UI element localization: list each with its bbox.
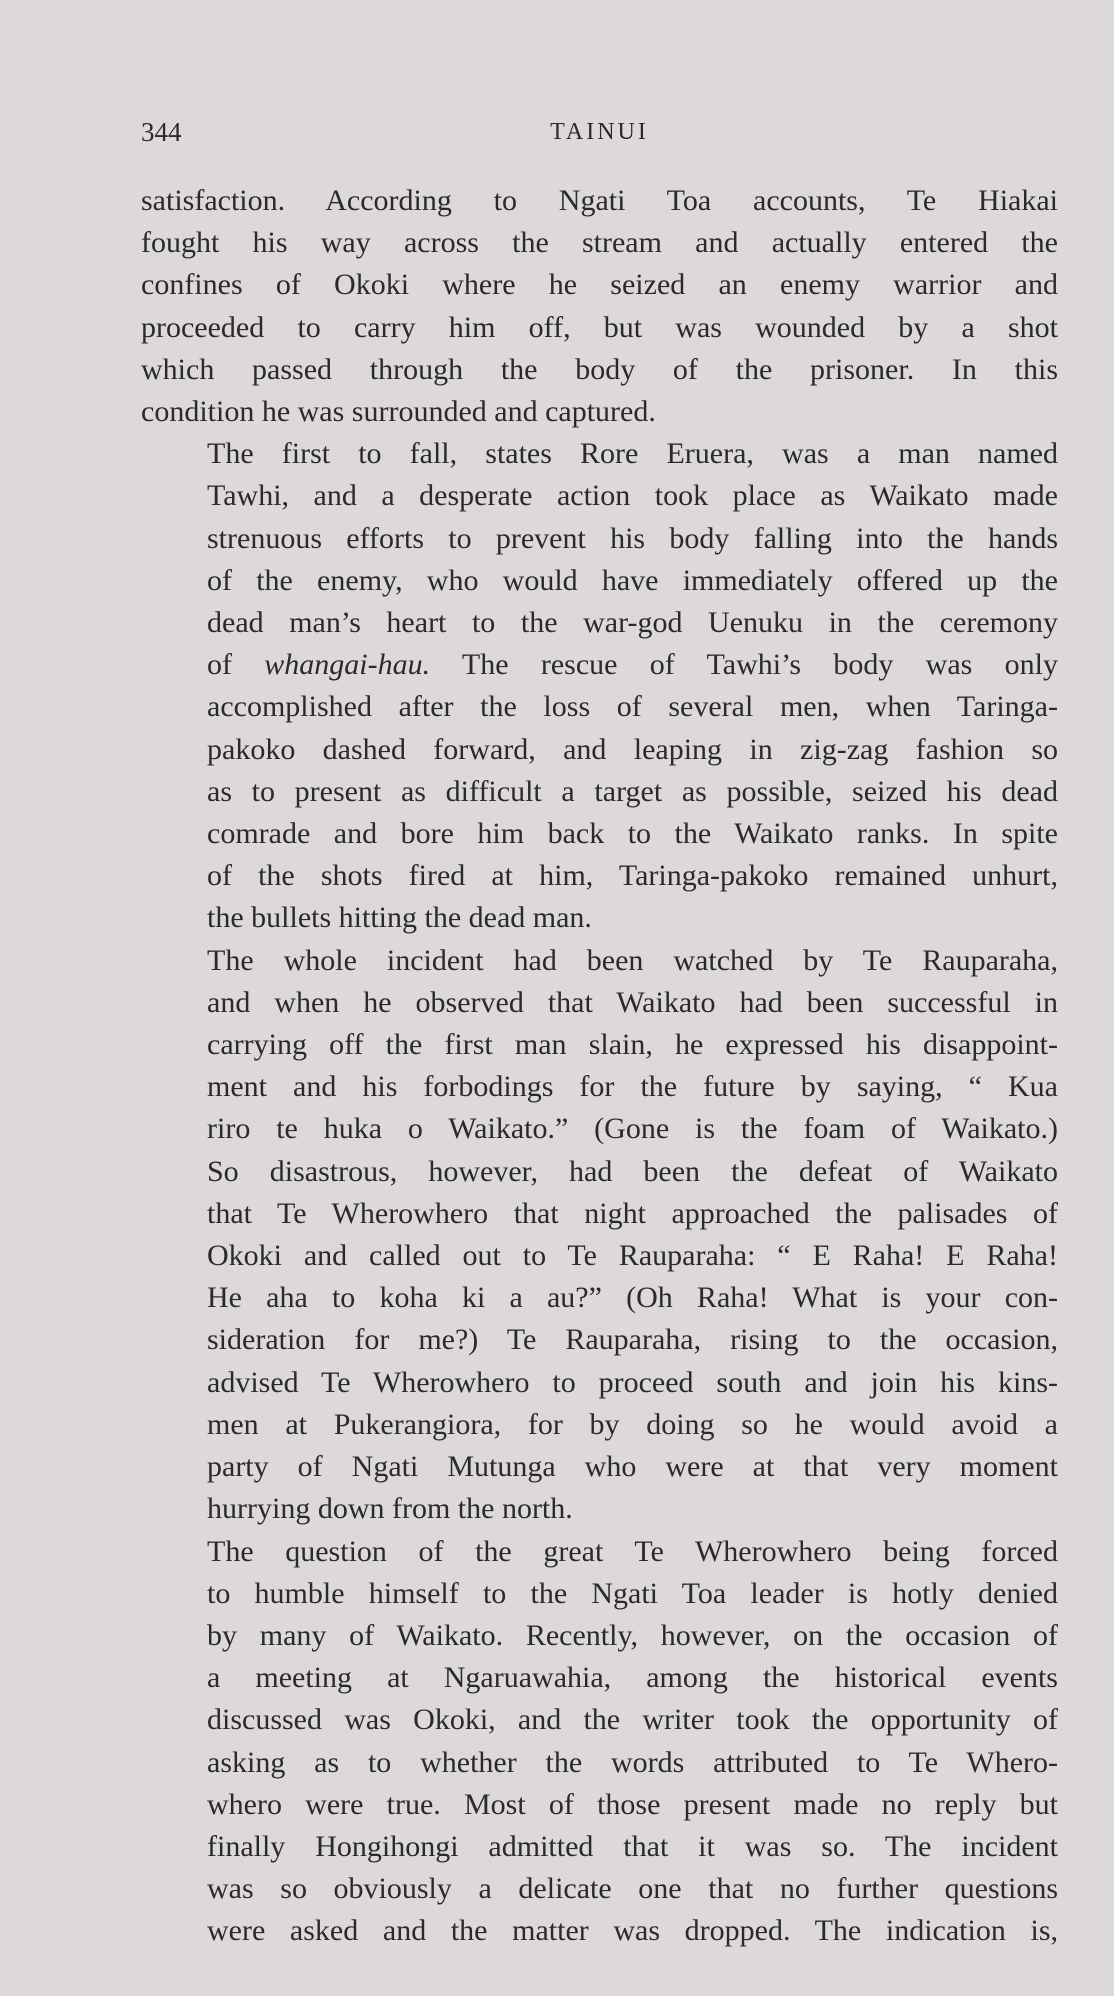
text-line: party of Ngati Mutunga who were at that very moment bbox=[207, 1450, 1058, 1484]
text-line: was so obviously a delicate one that no further questions bbox=[207, 1872, 1058, 1906]
text-line: discussed was Okoki, and the writer took the opportunity of bbox=[207, 1703, 1058, 1737]
text-line: pakoko dashed forward, and leaping in zig-zag fashion so bbox=[207, 732, 1058, 766]
text-line: comrade and bore him back to the Waikato ranks. In spite bbox=[207, 817, 1058, 851]
text-line: confines of Okoki where he seized an enemy warrior and bbox=[141, 268, 1058, 302]
text-line: strenuous efforts to prevent his body falling into the hands bbox=[207, 521, 1058, 555]
running-head bbox=[141, 117, 1058, 153]
text-line: men at Pukerangiora, for by doing so he would avoid a bbox=[207, 1407, 1058, 1441]
text-line: which passed through the body of the prisoner. In this bbox=[141, 352, 1058, 386]
page-number: 344 bbox=[141, 117, 182, 147]
text-line: that Te Wherowhero that night approached the palisades of bbox=[207, 1196, 1058, 1230]
text-line: asking as to whether the words attributed to Te Whero- bbox=[207, 1745, 1058, 1779]
text-line: advised Te Wherowhero to proceed south and join his kins- bbox=[207, 1365, 1058, 1399]
text-line: hurrying down from the north. bbox=[207, 1492, 573, 1526]
text-line: dead man’s heart to the war-god Uenuku in the ceremony bbox=[207, 606, 1058, 640]
text-line: of the enemy, who would have immediately offered up the bbox=[207, 563, 1058, 597]
text-line: the bullets hitting the dead man. bbox=[207, 901, 592, 935]
text-line: were asked and the matter was dropped. The indication is, bbox=[207, 1914, 1058, 1948]
body-text bbox=[141, 180, 1058, 1953]
text-line: by many of Waikato. Recently, however, on the occasion of bbox=[207, 1618, 1058, 1652]
text-line: and when he observed that Waikato had been successful in bbox=[207, 985, 1058, 1019]
text-line: carrying off the first man slain, he expressed his disappoint- bbox=[207, 1028, 1058, 1062]
text-line: accomplished after the loss of several men, when Taringa- bbox=[207, 690, 1058, 724]
paragraph bbox=[141, 433, 1058, 939]
text-line: finally Hongihongi admitted that it was so. The incident bbox=[207, 1829, 1058, 1863]
text-line: Okoki and called out to Te Rauparaha: “ E Raha! E Raha! bbox=[207, 1239, 1058, 1273]
paragraph bbox=[141, 180, 1058, 433]
text-line: So disastrous, however, had been the defeat of Waikato bbox=[207, 1154, 1058, 1188]
paragraph bbox=[141, 1531, 1058, 1953]
paragraph bbox=[141, 940, 1058, 1531]
text-line: He aha to koha ki a au?” (Oh Raha! What is your con- bbox=[207, 1281, 1058, 1315]
text-line: satisfaction. According to Ngati Toa accounts, Te Hiakai bbox=[141, 184, 1058, 217]
text-line: fought his way across the stream and actually entered the bbox=[141, 226, 1058, 260]
text-line: Tawhi, and a desperate action took place as Waikato made bbox=[207, 479, 1058, 513]
text-line: whero were true. Most of those present made no reply but bbox=[207, 1787, 1058, 1821]
text-line: of the shots fired at him, Taringa-pakoko remained unhurt, bbox=[207, 859, 1058, 893]
text-line: to humble himself to the Ngati Toa leader is hotly denied bbox=[207, 1576, 1058, 1610]
text-line: The first to fall, states Rore Eruera, was a man named bbox=[207, 437, 1058, 471]
running-title: TAINUI bbox=[550, 119, 649, 145]
text-line: a meeting at Ngaruawahia, among the historical events bbox=[207, 1661, 1058, 1695]
text-line: sideration for me?) Te Rauparaha, rising to the occasion, bbox=[207, 1323, 1058, 1357]
text-line: as to present as difficult a target as possible, seized his dead bbox=[207, 774, 1058, 808]
text-line: proceeded to carry him off, but was wounded by a shot bbox=[141, 310, 1058, 344]
text-line: The question of the great Te Wherowhero being forced bbox=[207, 1534, 1058, 1568]
text-fragment: The rescue of Tawhi’s body was only bbox=[430, 648, 1058, 682]
italic-term: whangai-hau. bbox=[264, 648, 431, 682]
text-line bbox=[141, 644, 1058, 686]
text-line: The whole incident had been watched by Te Rauparaha, bbox=[207, 943, 1058, 977]
text-fragment: of bbox=[207, 648, 265, 682]
text-line: ment and his forbodings for the future by saying, “ Kua bbox=[207, 1070, 1058, 1104]
text-line: condition he was surrounded and captured. bbox=[141, 395, 656, 429]
text-line: riro te huka o Waikato.” (Gone is the foam of Waikato.) bbox=[207, 1112, 1058, 1146]
